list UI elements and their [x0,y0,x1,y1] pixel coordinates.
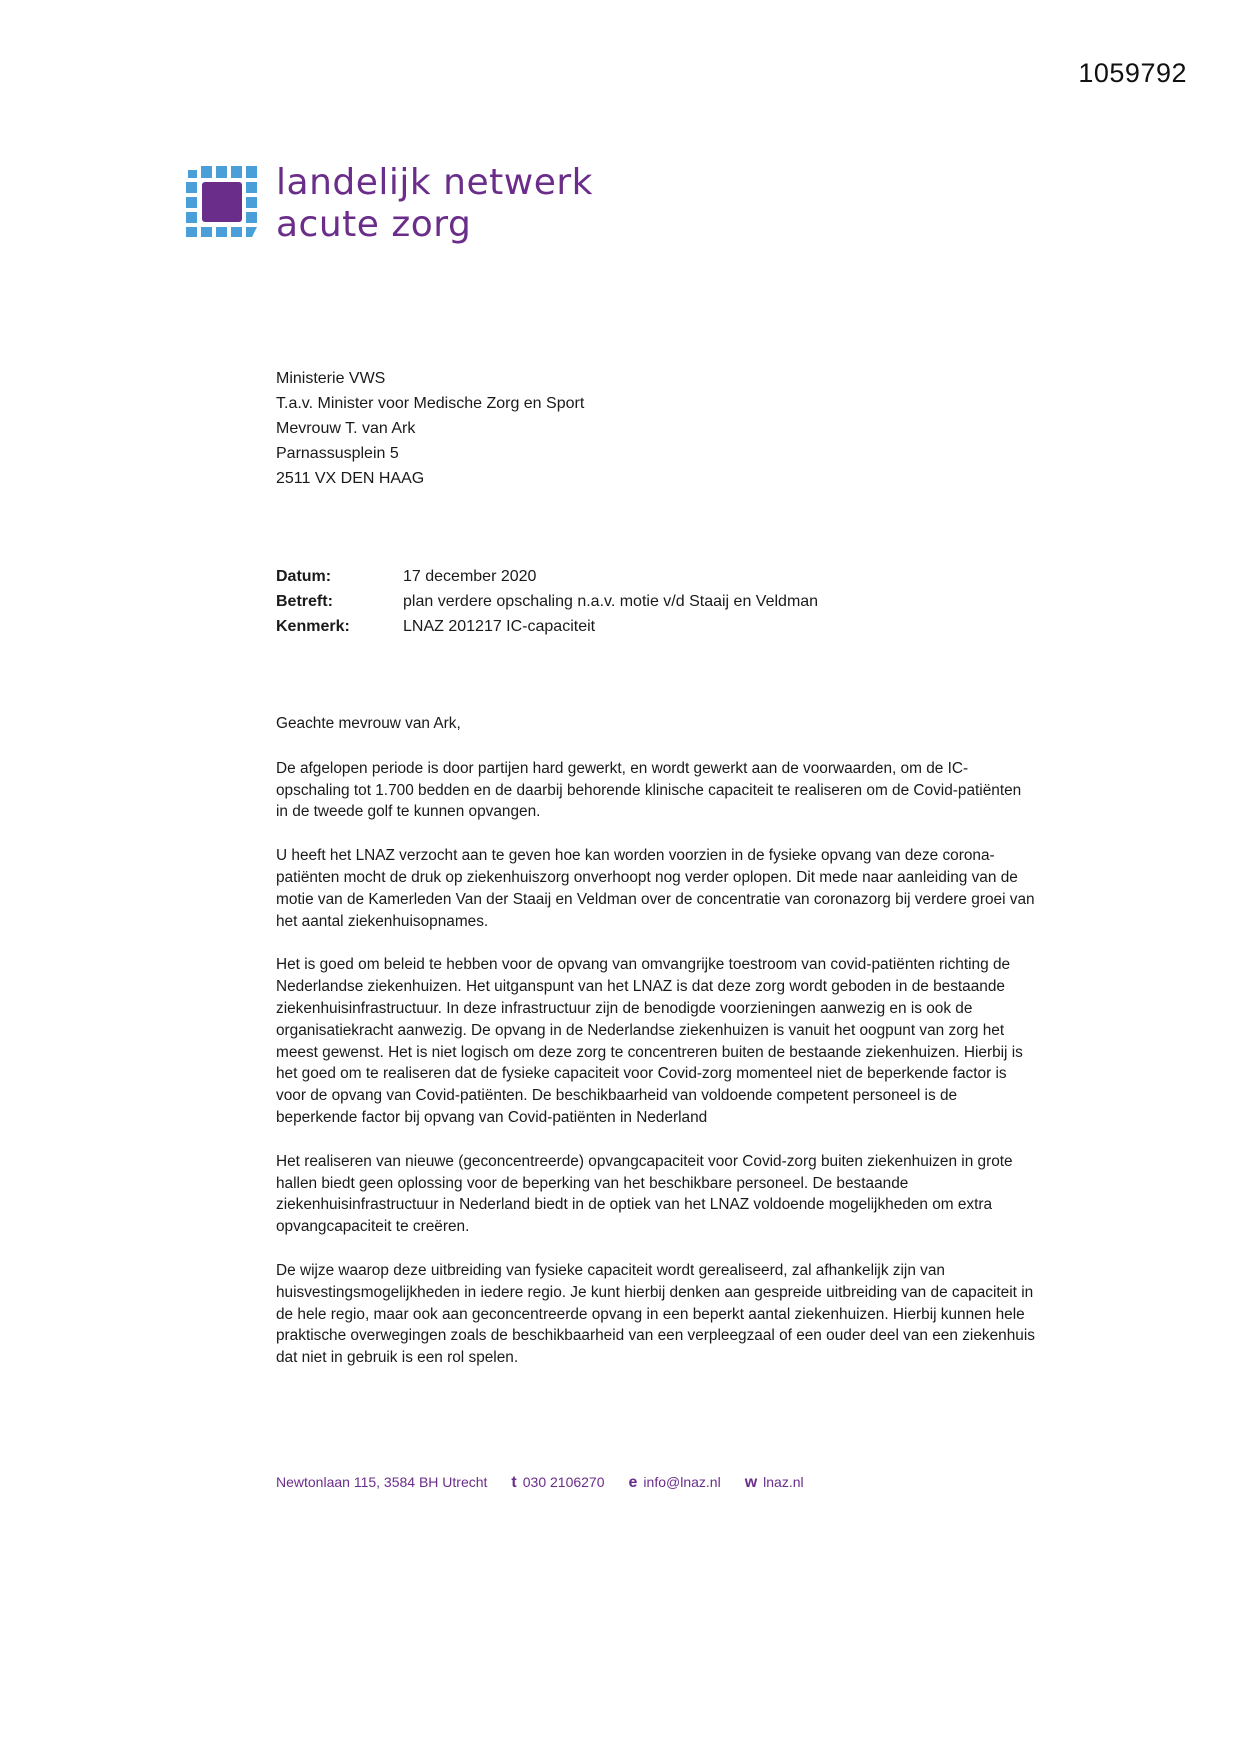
footer-phone [511,1474,604,1492]
email-tag: e [628,1474,638,1491]
document-id: 1059792 [1078,58,1187,88]
meta-value: 17 december 2020 [403,568,537,585]
letter-footer [276,1474,828,1492]
logo-text-line1: landelijk netwerk [276,162,593,203]
meta-row-betreft [276,589,818,614]
body-paragraph: De afgelopen periode is door partijen hard gewerkt, en wordt gewerkt aan de voorwaarden, om de IC-opschaling tot 1.700 bedden en de daarbij behorende klinische capaciteit te realiseren om de Covid-patiënten in de tweede golf te kunnen opvangen. [276,759,1022,821]
phone-tag: t [511,1474,517,1491]
web-tag: w [744,1474,758,1491]
footer-email [629,1474,721,1492]
letter-meta [276,564,818,639]
footer-phone-number: 030 2106270 [522,1474,605,1490]
body-paragraph: Het realiseren van nieuwe (geconcentreerde) opvangcapaciteit voor Covid-zorg buiten ziekenhuizen in grote hallen biedt geen oplossing voor de beperking van het beschikbare personeel. De bestaande ziekenhuisinfrastructuur in Nederland biedt in de optiek van het LNAZ voldoende mogelijkheden om extra opvangcapaciteit te creëren. [276,1152,1013,1236]
meta-value: plan verdere opschaling n.a.v. motie v/d Staaij en Veldman [403,593,819,610]
footer-web-address: lnaz.nl [763,1474,804,1490]
address-line: Mevrouw T. van Ark [276,420,416,437]
footer-address: Newtonlaan 115, 3584 BH Utrecht [276,1474,488,1490]
meta-row-kenmerk [276,614,818,639]
address-line: 2511 VX DEN HAAG [276,470,425,487]
address-line: T.a.v. Minister voor Medische Zorg en Sport [276,395,585,412]
address-line: Parnassusplein 5 [276,445,399,462]
body-paragraph: U heeft het LNAZ verzocht aan te geven hoe kan worden voorzien in de fysieke opvang van deze coronapatiënten mocht de druk op ziekenhuiszorg onverhoopt nog verder oplopen. Dit mede naar aanleiding van de motie van de Kamerleden Van der Staaij en Veldman over de concentratie van coronazorg bij verdere groei van het aantal ziekenhuisopnames. [276,847,1035,930]
footer-web [745,1474,804,1492]
salutation: Geachte mevrouw van Ark, [276,715,461,732]
logo-text-line2: acute zorg [276,204,472,245]
body-paragraph: Het is goed om beleid te hebben voor de opvang van omvangrijke toestroom van covid-patiënten richting de Nederlandse ziekenhuizen. Het uitganspunt van het LNAZ is dat deze zorg wordt geboden in de bestaande ziekenhuisinfrastructuur. In deze infrastructuur zijn de benodigde voorzieningen aanwezig en is ook de organisatiekracht aanwezig. De opvang in de Nederlandse ziekenhuizen is vanuit het oogpunt van zorg het meest gewenst. Het is niet logisch om deze zorg te concentreren buiten de bestaande ziekenhuizen. Hierbij is het goed om te realiseren dat de fysieke capaciteit voor Covid-zorg momenteel niet de beperkende factor is voor de opvang van Covid-patiënten. De beschikbaarheid van voldoende competent personeel is de beperkende factor bij opvang van Covid-patiënten in Nederland [276,956,1023,1126]
footer-email-address: info@lnaz.nl [643,1474,721,1490]
meta-value: LNAZ 201217 IC-capaciteit [403,618,596,635]
lnaz-logo-mark-icon [186,166,258,238]
meta-label: Betreft: [276,593,333,610]
meta-label: Datum: [276,568,332,585]
body-paragraph: De wijze waarop deze uitbreiding van fysieke capaciteit wordt gerealiseerd, zal afhankelijk zijn van huisvestingsmogelijkheden in iedere regio. Je kunt hierbij denken aan gespreide uitbreiding van de capaciteit in de hele regio, maar ook aan geconcentreerde opvang in een beperkt aantal ziekenhuizen. Hierbij kunnen hele praktische overwegingen zoals de beschikbaarheid van een verpleegzaal of een ouder deel van een ziekenhuis dat niet in gebruik is een rol spelen. [276,1261,1035,1367]
meta-row-datum [276,564,818,589]
letter-body [276,713,1036,1391]
meta-label: Kenmerk: [276,618,350,635]
lnaz-logo [186,162,593,246]
recipient-address [276,366,584,491]
address-line: Ministerie VWS [276,370,386,387]
